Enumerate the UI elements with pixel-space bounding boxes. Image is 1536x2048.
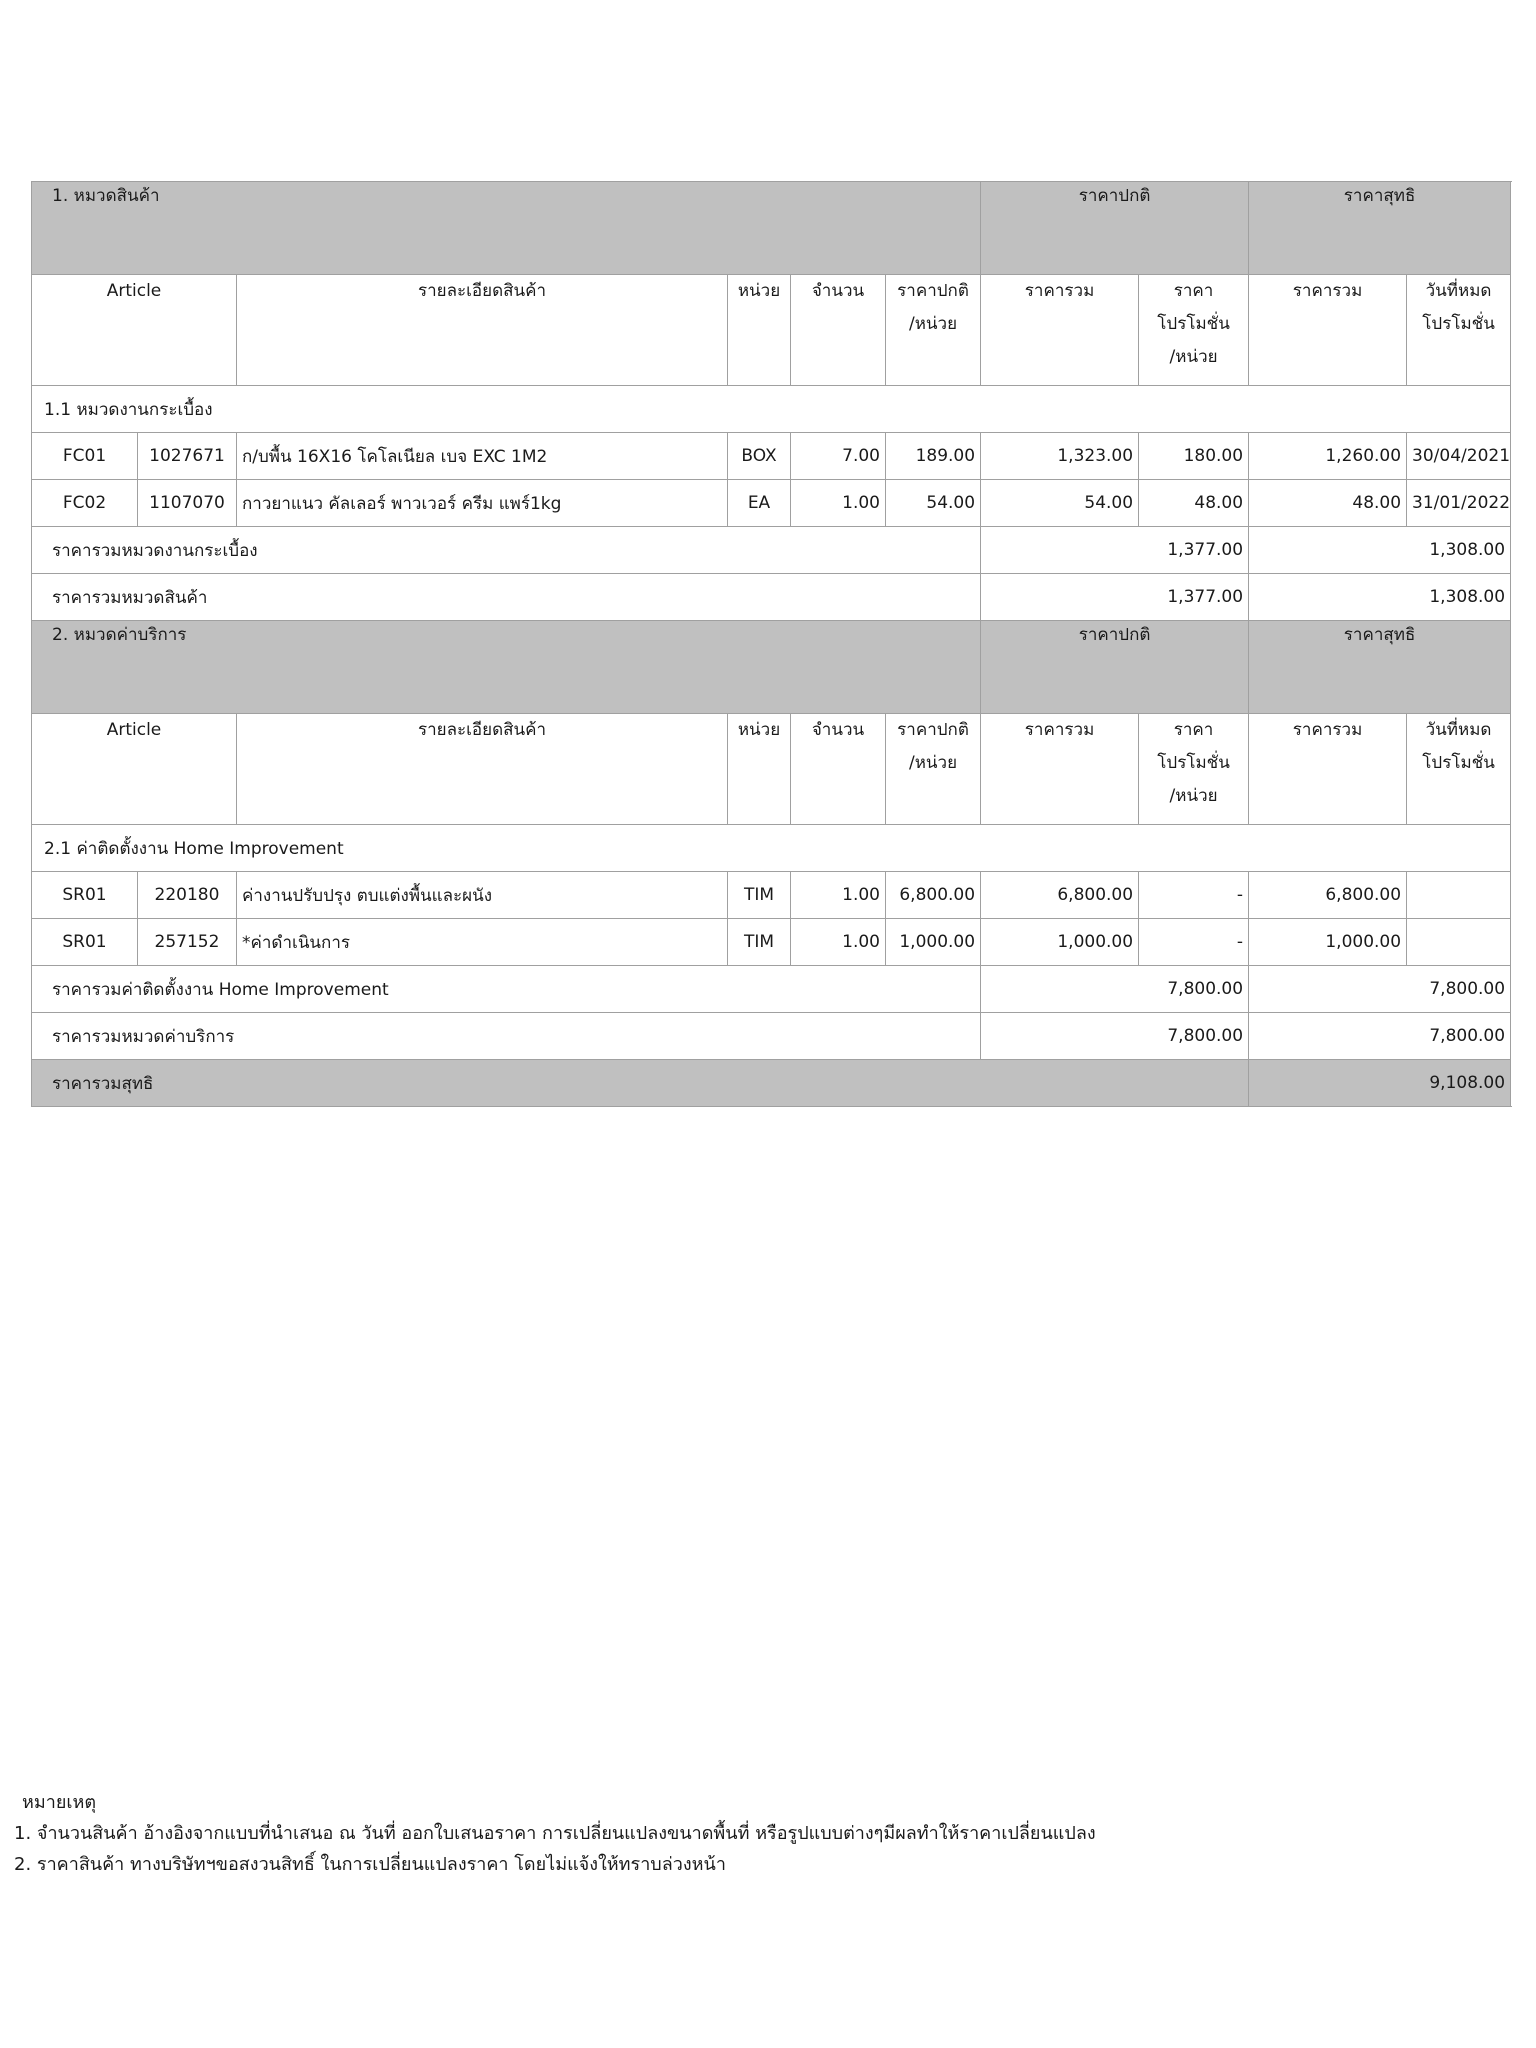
category-total-row	[32, 574, 1511, 621]
item-promo-end: 31/01/2022	[1407, 480, 1511, 527]
item-unit-price: 54.00	[886, 480, 981, 527]
table-row	[32, 919, 1511, 966]
subgroup-row	[32, 386, 1511, 433]
item-description: กาวยาแนว คัลเลอร์ พาวเวอร์ ครีม แพร์1kg	[237, 480, 728, 527]
column-header-row	[32, 275, 1511, 386]
notes-section	[14, 1787, 1096, 1880]
category-title: 2. หมวดค่าบริการ	[32, 621, 981, 714]
subgroup-total-row	[32, 966, 1511, 1013]
item-unit: BOX	[728, 433, 791, 480]
col-regular-total: ราคารวม	[981, 714, 1139, 825]
item-qty: 1.00	[791, 919, 886, 966]
item-code: FC01	[32, 433, 138, 480]
subgroup-total-label: ราคารวมค่าติดตั้งงาน Home Improvement	[32, 966, 981, 1013]
item-promo-price: -	[1139, 872, 1249, 919]
col-unit: หน่วย	[728, 275, 791, 386]
category-total-net: 1,308.00	[1249, 574, 1511, 621]
col-regular-total: ราคารวม	[981, 275, 1139, 386]
item-unit: EA	[728, 480, 791, 527]
col-promo-end: วันที่หมด โปรโมชั่น	[1407, 275, 1511, 386]
col-qty: จำนวน	[791, 714, 886, 825]
grand-total-label: ราคารวมสุทธิ	[32, 1060, 1249, 1107]
column-header-row	[32, 714, 1511, 825]
net-price-group-label: ราคาสุทธิ	[1249, 621, 1511, 714]
category-total-row	[32, 1013, 1511, 1060]
item-total: 1,000.00	[981, 919, 1139, 966]
item-unit-price: 6,800.00	[886, 872, 981, 919]
item-net-total: 48.00	[1249, 480, 1407, 527]
item-total: 1,323.00	[981, 433, 1139, 480]
col-promo-price: ราคา โปรโมชั่น /หน่วย	[1139, 275, 1249, 386]
item-unit: TIM	[728, 872, 791, 919]
net-price-group-label: ราคาสุทธิ	[1249, 182, 1511, 275]
subgroup-row	[32, 825, 1511, 872]
item-article: 1107070	[138, 480, 237, 527]
col-promo-price: ราคา โปรโมชั่น /หน่วย	[1139, 714, 1249, 825]
item-code: SR01	[32, 872, 138, 919]
item-total: 6,800.00	[981, 872, 1139, 919]
subgroup-total-label: ราคารวมหมวดงานกระเบื้อง	[32, 527, 981, 574]
category-total-net: 7,800.00	[1249, 1013, 1511, 1060]
grand-total-row	[32, 1060, 1511, 1107]
table-row	[32, 433, 1511, 480]
item-code: FC02	[32, 480, 138, 527]
col-article: Article	[32, 275, 237, 386]
item-code: SR01	[32, 919, 138, 966]
subgroup-title: 1.1 หมวดงานกระเบื้อง	[32, 386, 1511, 433]
item-unit: TIM	[728, 919, 791, 966]
col-promo-end: วันที่หมด โปรโมชั่น	[1407, 714, 1511, 825]
subgroup-total-net: 7,800.00	[1249, 966, 1511, 1013]
subgroup-total-regular: 7,800.00	[981, 966, 1249, 1013]
col-description: รายละเอียดสินค้า	[237, 275, 728, 386]
item-net-total: 6,800.00	[1249, 872, 1407, 919]
subgroup-total-row	[32, 527, 1511, 574]
category-header	[32, 182, 1511, 275]
item-article: 257152	[138, 919, 237, 966]
item-total: 54.00	[981, 480, 1139, 527]
category-header	[32, 621, 1511, 714]
item-net-total: 1,000.00	[1249, 919, 1407, 966]
col-article: Article	[32, 714, 237, 825]
table-row	[32, 872, 1511, 919]
col-net-total: ราคารวม	[1249, 275, 1407, 386]
item-qty: 1.00	[791, 872, 886, 919]
item-article: 220180	[138, 872, 237, 919]
col-regular-unit-price: ราคาปกติ /หน่วย	[886, 275, 981, 386]
category-total-regular: 1,377.00	[981, 574, 1249, 621]
col-description: รายละเอียดสินค้า	[237, 714, 728, 825]
grand-total-value: 9,108.00	[1249, 1060, 1511, 1107]
notes-heading: หมายเหตุ	[22, 1792, 97, 1813]
category-total-label: ราคารวมหมวดสินค้า	[32, 574, 981, 621]
item-article: 1027671	[138, 433, 237, 480]
item-qty: 1.00	[791, 480, 886, 527]
col-regular-unit-price: ราคาปกติ /หน่วย	[886, 714, 981, 825]
item-net-total: 1,260.00	[1249, 433, 1407, 480]
subgroup-total-net: 1,308.00	[1249, 527, 1511, 574]
item-description: *ค่าดำเนินการ	[237, 919, 728, 966]
col-unit: หน่วย	[728, 714, 791, 825]
regular-price-group-label: ราคาปกติ	[981, 182, 1249, 275]
item-unit-price: 1,000.00	[886, 919, 981, 966]
item-promo-end	[1407, 872, 1511, 919]
item-promo-price: 48.00	[1139, 480, 1249, 527]
regular-price-group-label: ราคาปกติ	[981, 621, 1249, 714]
col-net-total: ราคารวม	[1249, 714, 1407, 825]
item-qty: 7.00	[791, 433, 886, 480]
quotation-table	[31, 181, 1511, 1107]
item-description: ก/บพื้น 16X16 โคโลเนียล เบจ EXC 1M2	[237, 433, 728, 480]
col-qty: จำนวน	[791, 275, 886, 386]
category-total-regular: 7,800.00	[981, 1013, 1249, 1060]
item-promo-price: 180.00	[1139, 433, 1249, 480]
note-line: 1. จำนวนสินค้า อ้างอิงจากแบบที่นำเสนอ ณ วันที่ ออกใบเสนอราคา การเปลี่ยนแปลงขนาดพื้นที่ หรือรูปแบบต่างๆมีผลทำให้ราคาเปลี่ยนแปลง	[14, 1823, 1096, 1844]
note-line: 2. ราคาสินค้า ทางบริษัทฯขอสงวนสิทธิ์ ในการเปลี่ยนแปลงราคา โดยไม่แจ้งให้ทราบล่วงหน้า	[14, 1854, 726, 1875]
subgroup-total-regular: 1,377.00	[981, 527, 1249, 574]
category-title: 1. หมวดสินค้า	[32, 182, 981, 275]
item-unit-price: 189.00	[886, 433, 981, 480]
item-promo-end	[1407, 919, 1511, 966]
item-promo-end: 30/04/2021	[1407, 433, 1511, 480]
category-total-label: ราคารวมหมวดค่าบริการ	[32, 1013, 981, 1060]
subgroup-title: 2.1 ค่าติดตั้งงาน Home Improvement	[32, 825, 1511, 872]
item-description: ค่างานปรับปรุง ตบแต่งพื้นและผนัง	[237, 872, 728, 919]
item-promo-price: -	[1139, 919, 1249, 966]
table-row	[32, 480, 1511, 527]
